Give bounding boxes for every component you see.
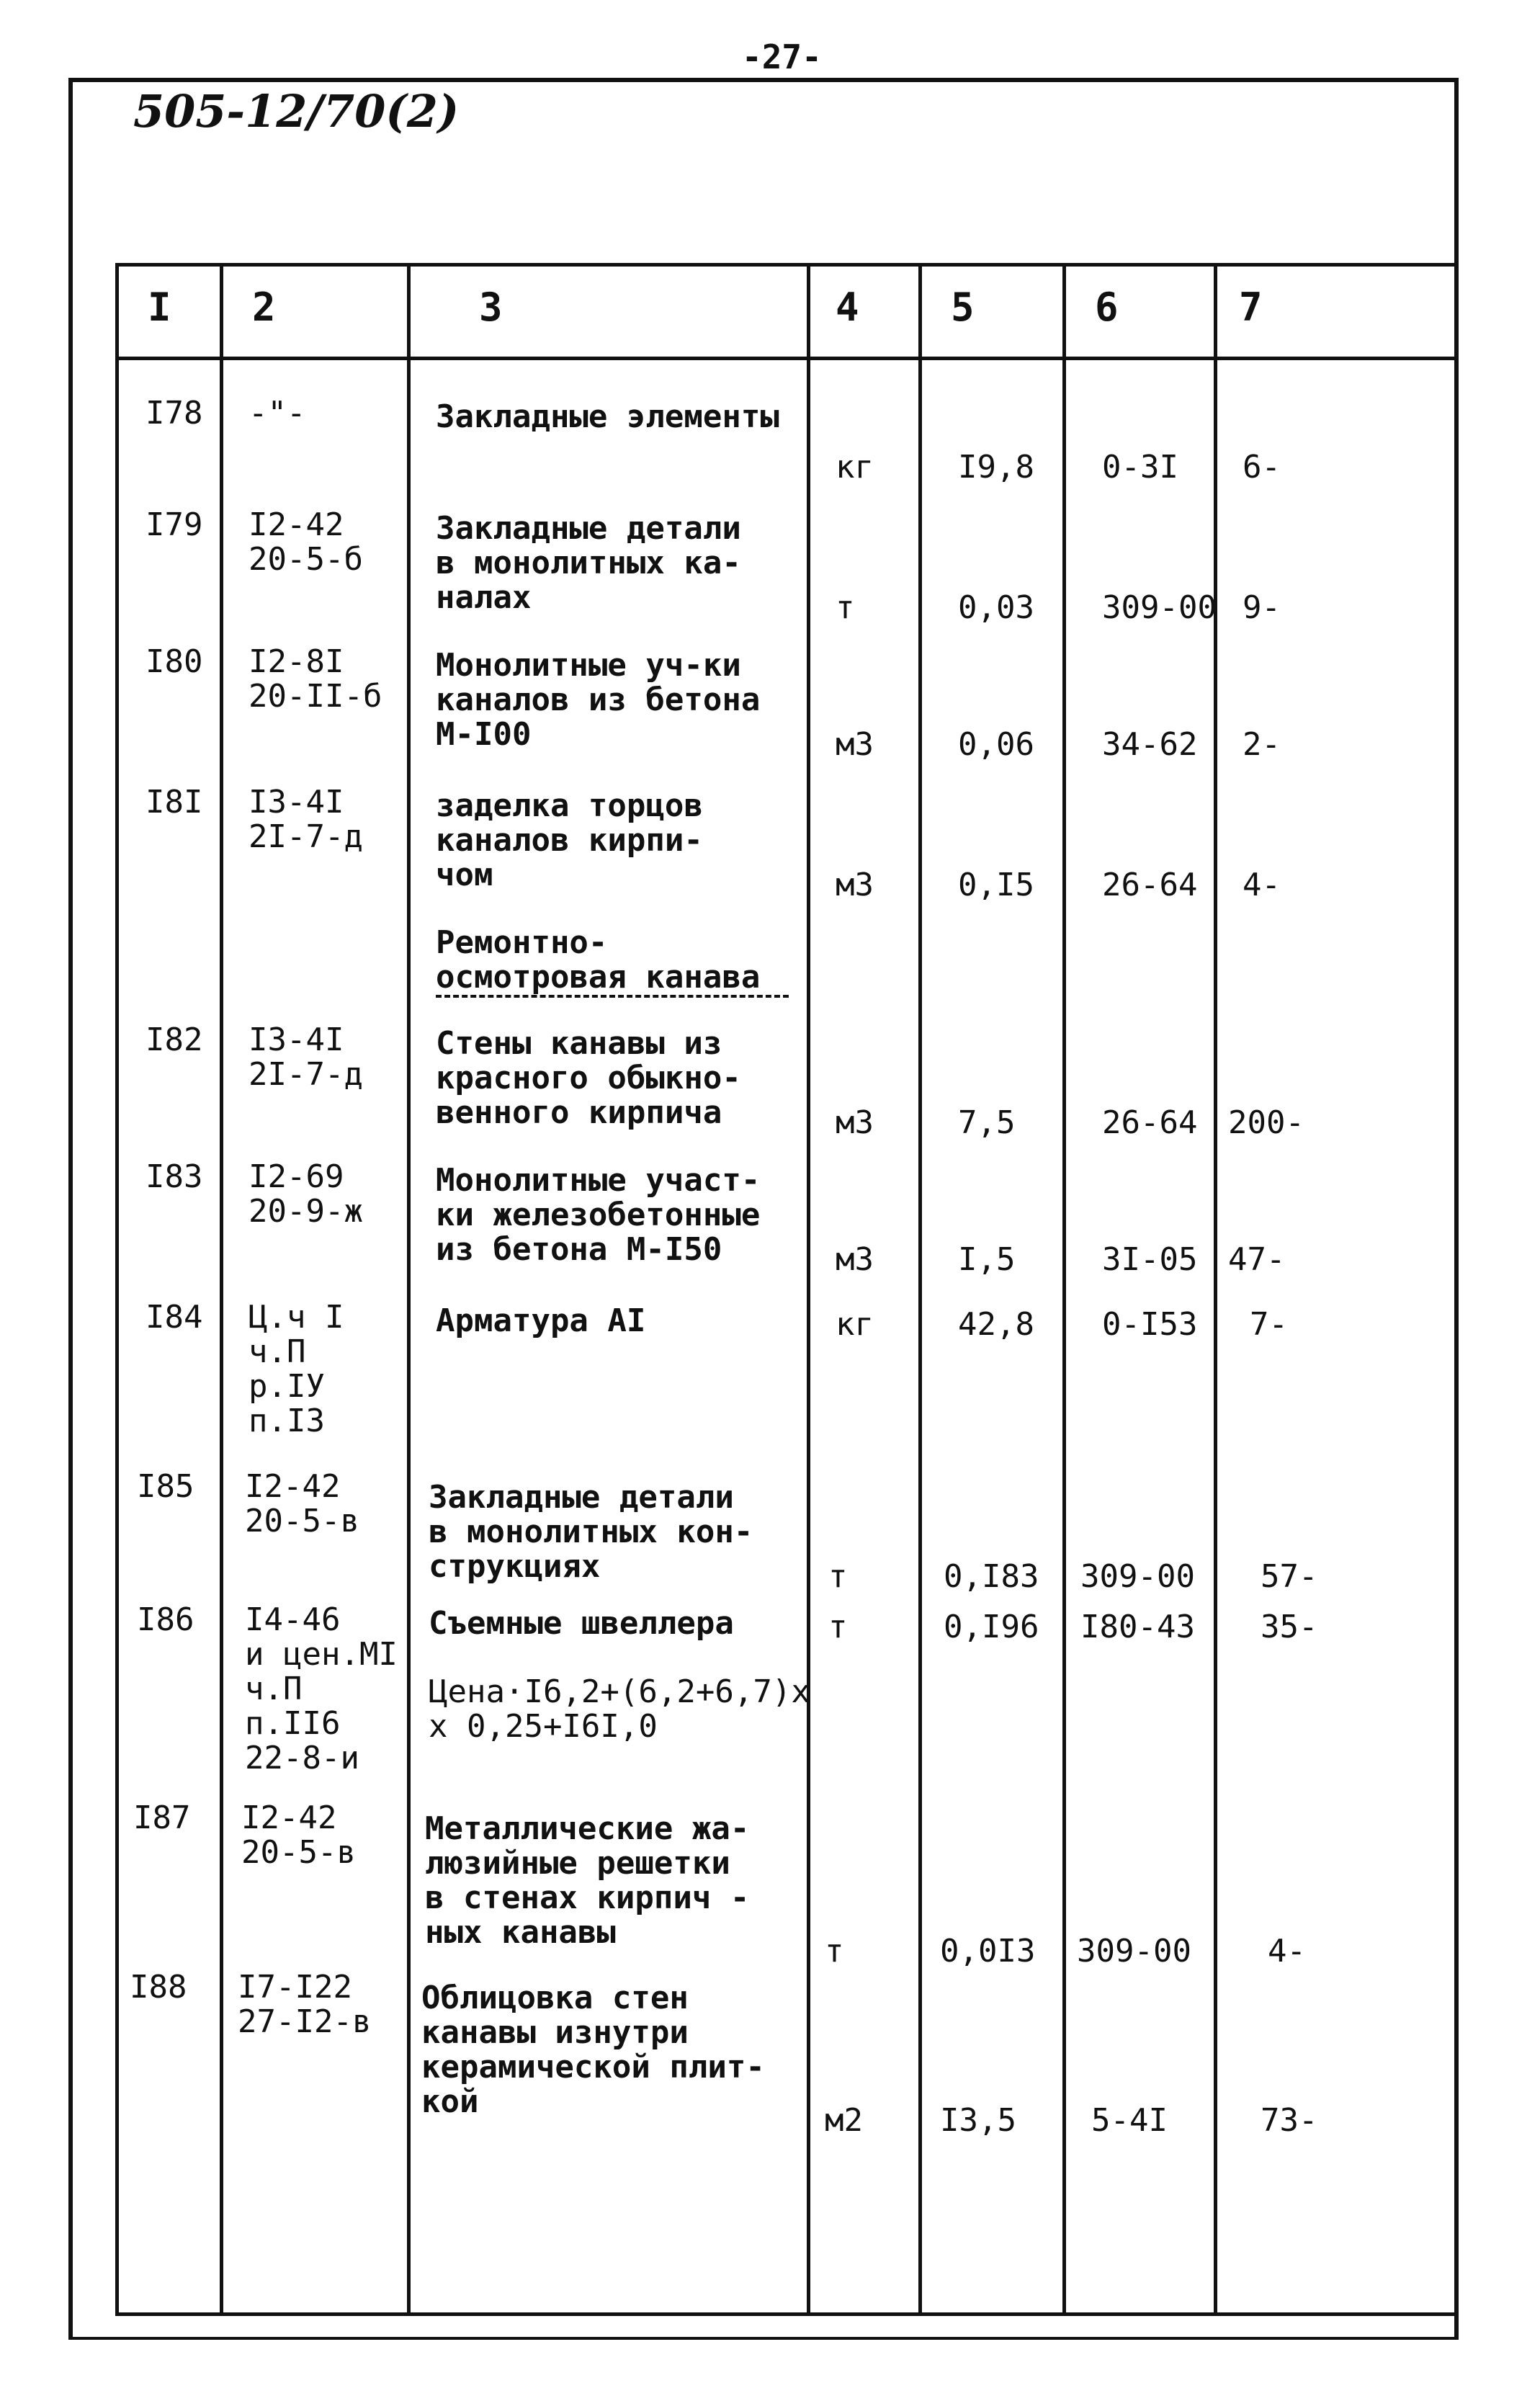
row-182-ref: I3-4I 2I-7-д (249, 1021, 363, 1093)
row-178-price: 0-3I (1102, 449, 1178, 486)
row-178-qty: I9,8 (958, 449, 1034, 486)
row-178-unit: кг (836, 449, 874, 486)
row-179-ref: I2-42 20-5-б (249, 506, 363, 578)
row-182-num: I82 (146, 1021, 203, 1058)
row-186-desc: Съемные швеллера (429, 1605, 734, 1642)
row-180-qty: 0,06 (958, 726, 1034, 763)
row-181-qty: 0,I5 (958, 867, 1034, 903)
row-180-price: 34-62 (1102, 726, 1198, 763)
row-178-desc: Закладные элементы (436, 398, 779, 435)
row-184-num: I84 (146, 1299, 203, 1336)
section-title: Ремонтно-осмотровая канава (436, 926, 789, 998)
price-note: Цена·I6,2+(6,2+6,7)х х 0,25+I6I,0 (429, 1673, 810, 1745)
row-184-desc: Арматура АI (436, 1302, 646, 1339)
row-179-qty: 0,03 (958, 589, 1034, 626)
row-188-unit: м2 (825, 2102, 863, 2139)
row-180-num: I80 (146, 643, 203, 680)
row-182-price: 26-64 (1102, 1104, 1198, 1141)
row-186-num: I86 (137, 1601, 194, 1638)
row-183-num: I83 (146, 1158, 203, 1195)
col-border-1 (220, 263, 223, 2316)
row-181-num: I8I (146, 784, 203, 821)
row-187-qty: 0,0I3 (940, 1933, 1036, 1970)
row-178-num: I78 (146, 395, 203, 432)
col-header-6: 6 (1095, 285, 1119, 330)
row-186-unit: т (828, 1609, 848, 1645)
col-border-left (115, 263, 119, 2316)
col-border-2 (407, 263, 411, 2316)
row-181-price: 26-64 (1102, 867, 1198, 903)
col-header-2: 2 (252, 285, 276, 330)
col-header-7: 7 (1239, 285, 1263, 330)
row-181-ref: I3-4I 2I-7-д (249, 784, 363, 855)
row-178-ref: -"- (249, 395, 306, 432)
row-183-unit: м3 (836, 1241, 874, 1278)
row-183-qty: I,5 (958, 1241, 1016, 1278)
row-185-num: I85 (137, 1468, 194, 1505)
row-187-desc: Металлические жа- люзийные решетки в стенах кирпич - ных канавы (425, 1810, 750, 1951)
row-180-desc: Монолитные уч-ки каналов из бетона М-I00 (436, 647, 761, 753)
row-183-price: 3I-05 (1102, 1241, 1198, 1278)
row-186-total: 35- (1261, 1609, 1318, 1645)
row-182-unit: м3 (836, 1104, 874, 1141)
col-border-4 (918, 263, 922, 2316)
row-181-unit: м3 (836, 867, 874, 903)
col-header-4: 4 (836, 285, 859, 330)
row-185-qty: 0,I83 (944, 1558, 1039, 1595)
row-179-price: 309-00 (1102, 589, 1217, 626)
row-188-price: 5-4I (1091, 2102, 1168, 2139)
row-185-price: 309-00 (1080, 1558, 1195, 1595)
row-187-price: 309-00 (1077, 1933, 1191, 1970)
row-187-unit: т (825, 1933, 844, 1970)
row-185-total: 57- (1261, 1558, 1318, 1595)
row-184-total: 7- (1250, 1306, 1288, 1343)
row-184-ref: Ц.ч I ч.П р.IУ п.I3 (249, 1299, 344, 1439)
row-181-total: 4- (1243, 867, 1281, 903)
row-180-total: 2- (1243, 726, 1281, 763)
row-184-unit: кг (836, 1306, 874, 1343)
row-188-desc: Облицовка стен канавы изнутри керамической плит- кой (421, 1980, 765, 2120)
row-186-price: I80-43 (1080, 1609, 1195, 1645)
row-185-unit: т (828, 1558, 848, 1595)
row-179-total: 9- (1243, 589, 1281, 626)
row-182-total: 200- (1228, 1104, 1304, 1141)
table-bottom-border (115, 2312, 1459, 2316)
row-182-qty: 7,5 (958, 1104, 1016, 1141)
row-185-desc: Закладные детали в монолитных кон- струкциях (429, 1479, 753, 1585)
row-183-ref: I2-69 20-9-ж (249, 1158, 363, 1230)
page-number: -27- (742, 37, 822, 76)
row-179-unit: т (836, 589, 855, 626)
row-188-ref: I7-I22 27-I2-в (238, 1969, 372, 2040)
row-187-num: I87 (133, 1799, 191, 1836)
row-186-qty: 0,I96 (944, 1609, 1039, 1645)
table-top-border (115, 263, 1459, 267)
row-181-desc: заделка торцов каналов кирпи- чом (436, 787, 703, 893)
row-184-price: 0-I53 (1102, 1306, 1198, 1343)
row-183-total: 47- (1228, 1241, 1286, 1278)
row-182-desc: Стены канавы из красного обыкно- венного кирпича (436, 1025, 741, 1131)
col-header-5: 5 (951, 285, 975, 330)
row-179-num: I79 (146, 506, 203, 543)
col-border-6 (1214, 263, 1217, 2316)
row-185-ref: I2-42 20-5-в (245, 1468, 359, 1539)
row-184-qty: 42,8 (958, 1306, 1034, 1343)
row-179-desc: Закладные детали в монолитных ка- налах (436, 510, 741, 616)
col-header-1: I (148, 285, 171, 330)
estimate-table (115, 263, 1459, 2316)
col-border-5 (1062, 263, 1066, 2316)
col-header-3: 3 (479, 285, 503, 330)
row-188-total: 73- (1261, 2102, 1318, 2139)
row-188-num: I88 (130, 1969, 187, 2006)
row-187-total: 4- (1268, 1933, 1306, 1970)
row-178-total: 6- (1243, 449, 1281, 486)
row-180-ref: I2-8I 20-II-б (249, 643, 382, 715)
header-bottom-border (115, 357, 1459, 360)
row-180-unit: м3 (836, 726, 874, 763)
row-186-ref: I4-46 и цен.МI ч.П п.II6 22-8-и (245, 1601, 398, 1776)
col-border-3 (807, 263, 810, 2316)
row-183-desc: Монолитные участ- ки железобетонные из бетона М-I50 (436, 1162, 761, 1268)
row-188-qty: I3,5 (940, 2102, 1016, 2139)
document-code: 505-12/70(2) (133, 85, 460, 138)
row-187-ref: I2-42 20-5-в (241, 1799, 356, 1871)
